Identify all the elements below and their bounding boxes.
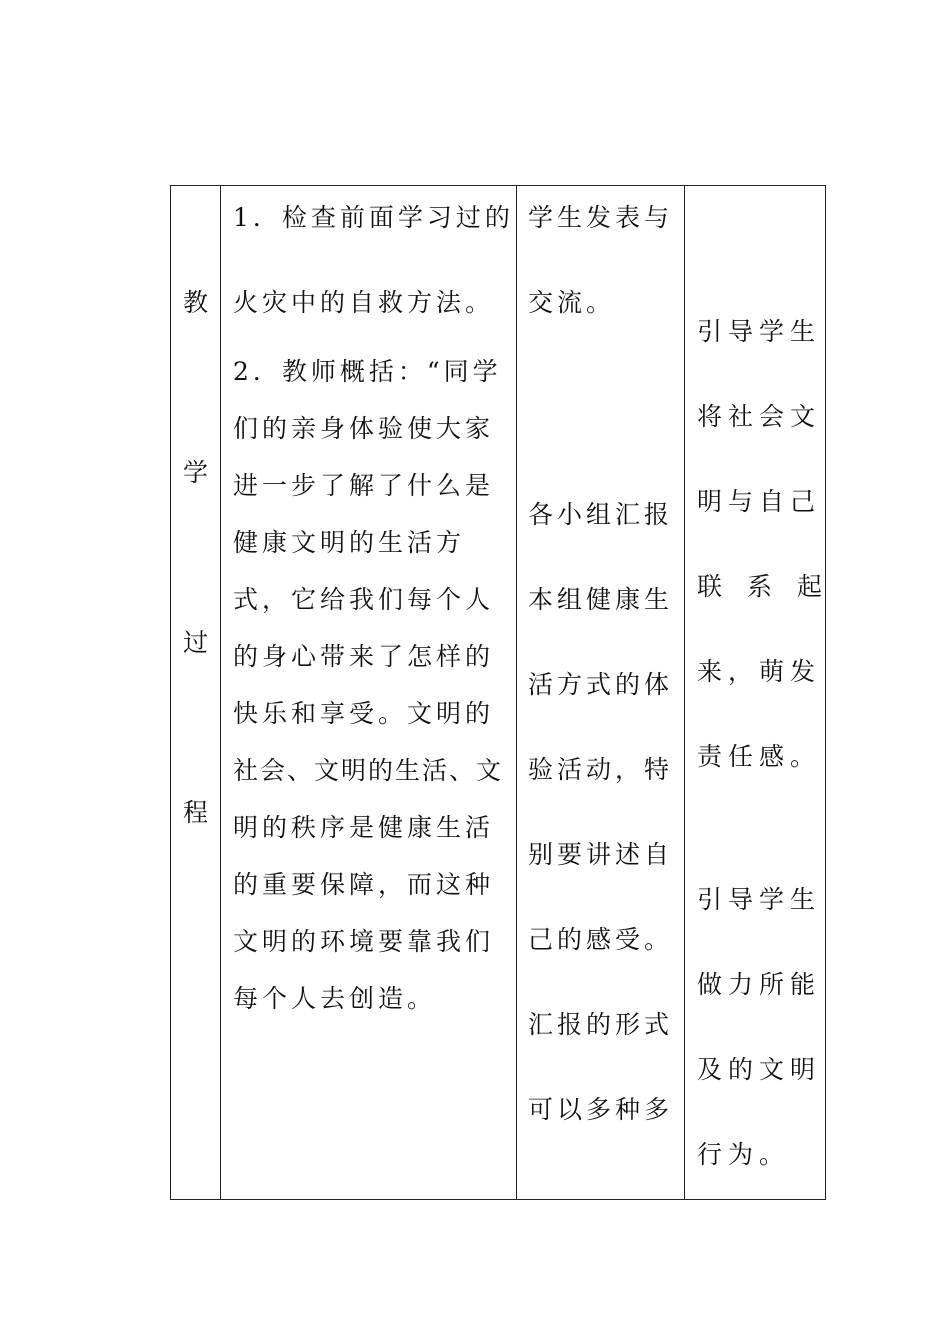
text-line: 进一步了解了什么是: [233, 471, 495, 500]
text-line: 社会、文明的生活、文: [233, 756, 504, 785]
text-line: 的重要保障，而这种: [233, 870, 495, 899]
text-line: 学生发表与: [528, 203, 674, 232]
text-line: 健康文明的生活方: [233, 528, 466, 557]
text-line: 的身心带来了怎样的: [233, 642, 495, 671]
text-line: 文明的环境要靠我们: [233, 927, 495, 956]
text-line: 明的秩序是健康生活: [233, 813, 495, 842]
column-divider: [516, 186, 517, 1199]
stage-char: 教: [183, 288, 209, 317]
lesson-table: [170, 185, 826, 1200]
text-line: 责任感。: [697, 742, 822, 771]
column-divider: [684, 186, 685, 1199]
text-line: 验活动，特: [528, 755, 674, 784]
text-line: 活方式的体: [528, 670, 674, 699]
text-line: 别要讲述自: [528, 840, 674, 869]
text-line: 做力所能: [697, 970, 822, 999]
text-line: 及的文明: [697, 1055, 822, 1084]
text-line: 火灾中的自救方法。: [233, 288, 495, 317]
text-line: 明与自己: [697, 487, 822, 516]
text-line: 行为。: [697, 1140, 791, 1169]
text-line: 引导学生: [697, 885, 822, 914]
column-divider: [220, 186, 221, 1199]
text-line: 2．教师概括：“同学: [233, 357, 502, 386]
text-line: 引导学生: [697, 317, 822, 346]
stage-char: 程: [183, 798, 209, 827]
stage-char: 学: [183, 458, 209, 487]
stage-char: 过: [183, 628, 209, 657]
text-line: 快乐和享受。文明的: [233, 699, 495, 728]
text-line: 汇报的形式: [528, 1010, 674, 1039]
text-line: 1．检查前面学习过的: [233, 203, 514, 232]
text-line: 本组健康生: [528, 585, 674, 614]
text-line: 可以多种多: [528, 1095, 674, 1124]
text-line: 们的亲身体验使大家: [233, 414, 495, 443]
text-line: 来，萌发: [697, 657, 822, 686]
text-line: 己的感受。: [528, 925, 674, 954]
text-line: 将社会文: [697, 402, 822, 431]
text-line: 联 系 起: [697, 572, 823, 601]
text-line: 式，它给我们每个人: [233, 585, 495, 614]
text-line: 交流。: [528, 288, 616, 317]
text-line: 每个人去创造。: [233, 984, 437, 1013]
text-line: 各小组汇报: [528, 500, 674, 529]
